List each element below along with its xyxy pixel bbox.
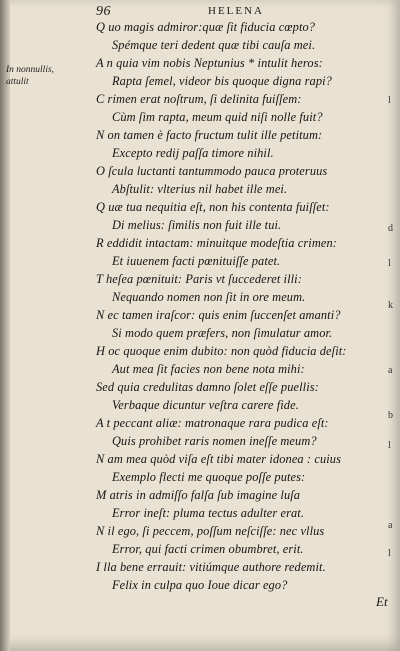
verse-line: Excepto redij paſſa timore nihil. <box>112 146 274 160</box>
verse-line: T heſea pœnituit: Paris vt ſuccederet illi: <box>96 272 302 286</box>
margin-mark: l <box>388 258 391 269</box>
margin-mark: b <box>388 410 393 421</box>
verse-line: Si modo quem præfers, non ſimulatur amor. <box>112 326 333 340</box>
verse-line: N il ego, ſi peccem, poſſum neſciſſe: nec vllus <box>96 524 325 538</box>
verse-line: A t peccant aliæ: matronaque rara pudica eſt: <box>96 416 329 430</box>
verse-line: Aut mea ſit facies non bene nota mihi: <box>112 362 305 376</box>
verse-line: Exemplo flecti me quoque poſſe putes: <box>112 470 306 484</box>
margin-mark: l <box>388 95 391 106</box>
margin-mark: l <box>388 440 391 451</box>
verse-line: M atris in admiſſo falſa ſub imagine luſa <box>96 488 301 502</box>
verse-line: Q uo magis admiror:quæ ſit fiducia cœpto? <box>96 20 316 34</box>
margin-mark: d <box>388 223 393 234</box>
verse-line: Et iuuenem facti pœnituiſſe patet. <box>112 254 281 268</box>
verse-line: Felix in culpa quo Ioue dicar ego? <box>112 578 288 592</box>
verse-line: A n quia vim nobis Neptunius * intulit heros: <box>96 56 323 70</box>
verse-line: R eddidit intactam: minuitque modeſtia crimen: <box>96 236 338 250</box>
verse-line: O ſcula luctanti tantummodo pauca proteruus <box>96 164 328 178</box>
verse-line: H oc quoque enim dubito: non quòd fiducia deſit: <box>96 344 347 358</box>
verse-line: I lla bene errauit: vitiúmque authore redemit. <box>96 560 326 574</box>
verse-line: Q uæ tua nequitia eſt, non his contenta fuiſſet: <box>96 200 330 214</box>
marginal-note-line: In nonnullis, <box>6 65 55 75</box>
verse-line: Cùm ſim rapta, meum quid niſi nolle fuit? <box>112 110 323 124</box>
catchword: Et <box>376 594 388 609</box>
verse-line: N am mea quòd viſa eſt tibi mater idonea : cuius <box>96 452 342 466</box>
marginal-note-line: attulit <box>6 77 29 87</box>
margin-mark: a <box>388 365 393 376</box>
verse-line: Spémque teri dedent quæ tibi cauſa mei. <box>112 38 316 52</box>
verse-line: Di melius: ſimilis non fuit ille tui. <box>112 218 282 232</box>
verse-line: Error, qui facti crimen obumbret, erit. <box>112 542 304 556</box>
verse-line: N ec tamen iraſcor: quis enim ſuccenſet amanti? <box>96 308 341 322</box>
verse-line: Verbaque dicuntur veſtra carere fide. <box>112 398 299 412</box>
verse-line: N on tamen è facto fructum tulit ille petitum: <box>96 128 323 142</box>
running-head: HELENA <box>208 5 264 17</box>
verse-line: Error ineſt: pluma tectus adulter erat. <box>112 506 305 520</box>
margin-mark: k <box>388 300 393 311</box>
verse-line: Abſtulit: vlterius nil habet ille mei. <box>112 182 288 196</box>
verse-line: C rimen erat noſtrum, ſi delinita fuiſſem: <box>96 92 302 106</box>
verse-line: Nequando nomen non ſit in ore meum. <box>112 290 306 304</box>
page-number: 96 <box>96 4 111 19</box>
verse-line: Quis prohibet raris nomen ineſſe meum? <box>112 434 317 448</box>
margin-mark: a <box>388 520 393 531</box>
verse-line: Rapta ſemel, videor bis quoque digna rapi? <box>112 74 332 88</box>
margin-mark: l <box>388 548 391 559</box>
verse-line: Sed quia credulitas damno ſolet eſſe puellis: <box>96 380 319 394</box>
